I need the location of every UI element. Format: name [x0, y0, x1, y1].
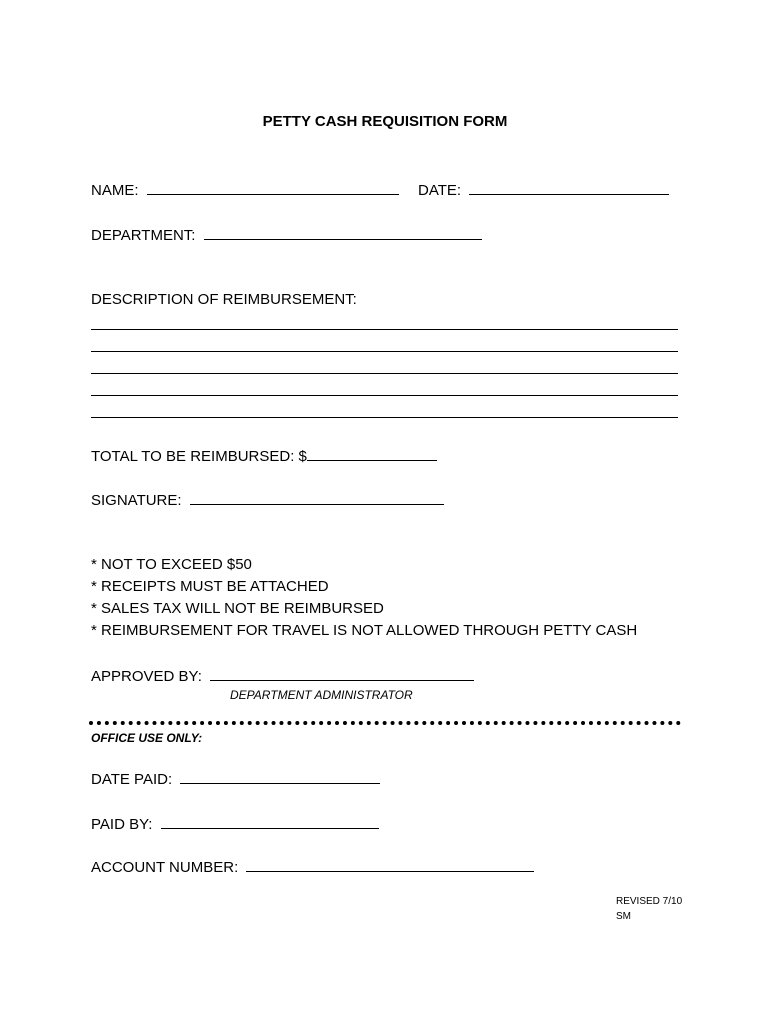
name-field[interactable]: [147, 180, 399, 195]
approved-by-label: APPROVED BY:: [91, 668, 202, 685]
date-paid-row: [91, 769, 380, 788]
department-field[interactable]: [204, 225, 482, 240]
approved-by-row: [91, 666, 474, 685]
name-label: NAME:: [91, 182, 139, 199]
approved-by-field[interactable]: [210, 666, 474, 681]
divider: [89, 721, 681, 725]
signature-field[interactable]: [190, 490, 444, 505]
description-line[interactable]: [91, 329, 678, 330]
date-label: DATE:: [418, 182, 462, 199]
paid-by-label: PAID BY:: [91, 816, 153, 833]
approver-caption: DEPARTMENT ADMINISTRATOR: [230, 688, 413, 702]
department-row: [91, 225, 482, 244]
note-item: * RECEIPTS MUST BE ATTACHED: [91, 578, 329, 595]
revision-initials: SM: [616, 911, 631, 922]
note-item: * NOT TO EXCEED $50: [91, 556, 252, 573]
description-label: DESCRIPTION OF REIMBURSEMENT:: [91, 291, 357, 308]
signature-row: [91, 490, 444, 509]
date-row: [418, 180, 669, 199]
paid-by-field[interactable]: [161, 814, 379, 829]
total-field[interactable]: [307, 446, 437, 461]
date-field[interactable]: [469, 180, 669, 195]
note-item: * REIMBURSEMENT FOR TRAVEL IS NOT ALLOWED THROUGH PETTY CASH: [91, 622, 638, 639]
description-line[interactable]: [91, 417, 678, 418]
name-row: [91, 180, 399, 199]
total-row: [91, 446, 437, 465]
paid-by-row: [91, 814, 379, 833]
form-title: PETTY CASH REQUISITION FORM: [262, 113, 508, 130]
account-number-row: [91, 857, 534, 876]
description-line[interactable]: [91, 351, 678, 352]
office-use-heading: OFFICE USE ONLY:: [91, 731, 203, 745]
description-line[interactable]: [91, 395, 678, 396]
note-item: * SALES TAX WILL NOT BE REIMBURSED: [91, 600, 384, 617]
date-paid-field[interactable]: [180, 769, 380, 784]
revision-note: REVISED 7/10: [616, 896, 683, 907]
signature-label: SIGNATURE:: [91, 492, 182, 509]
total-label: TOTAL TO BE REIMBURSED: $: [91, 448, 307, 465]
description-line[interactable]: [91, 373, 678, 374]
date-paid-label: DATE PAID:: [91, 771, 173, 788]
account-number-label: ACCOUNT NUMBER:: [91, 859, 239, 876]
department-label: DEPARTMENT:: [91, 227, 196, 244]
account-number-field[interactable]: [246, 857, 534, 872]
